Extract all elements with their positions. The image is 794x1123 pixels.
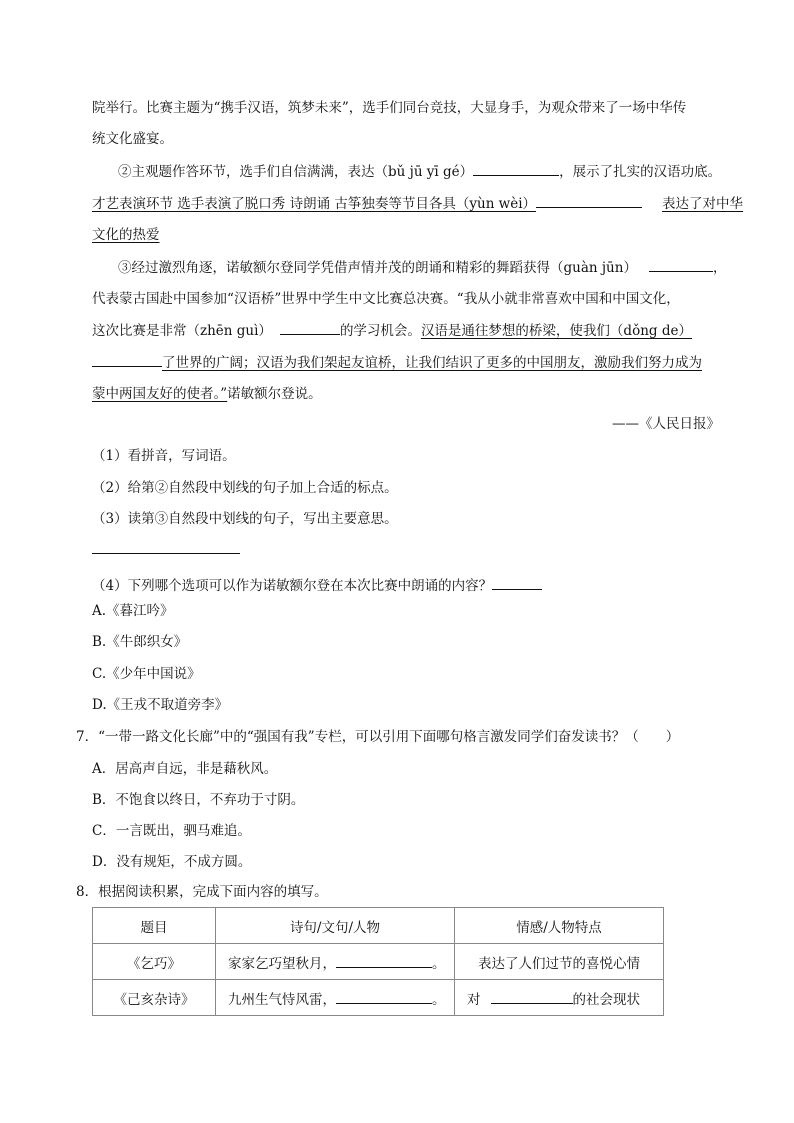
passage-text: ③经过激烈角逐，诺敏额尔登同学凭借声情并茂的朗诵和精彩的舞蹈获得（guàn jūn） (118, 260, 637, 276)
answer-blank[interactable] (473, 161, 559, 176)
cell-text: 。 (432, 991, 446, 1008)
table-cell (216, 980, 455, 1016)
answer-blank[interactable] (492, 575, 542, 590)
answer-blank[interactable] (280, 320, 340, 335)
table-cell (455, 980, 664, 1016)
passage-paragraph-2 (118, 161, 720, 182)
passage-text: 的学习机会。 (339, 323, 421, 339)
underlined-sentence (92, 193, 744, 214)
q7-stem: 7．“一带一路文化长廊”中的“强国有我”专栏，可以引用下面哪句格言激发同学们奋发读书？（ ） (76, 729, 680, 745)
underlined-sentence-cont (92, 352, 720, 373)
q6-sub1: （1）看拼音，写词语。 (92, 448, 236, 464)
cell-text: 的社会现状 (572, 991, 640, 1008)
answer-blank[interactable] (92, 352, 162, 367)
q7-option-b: B．不饱食以终日，不弃功于寸阴。 (92, 792, 305, 808)
underlined-text: 汉语是通往梦想的桥梁，使我们（dǒng de） (420, 323, 692, 339)
q7-option-c: C．一言既出，驷马难追。 (92, 823, 251, 839)
passage-text: ，展示了扎实的汉语功底。 (559, 164, 722, 180)
q6-option-c: C.《少年中国说》 (92, 666, 201, 682)
table-header: 情感/人物特点 (455, 908, 664, 944)
q6-option-a: A.《暮江吟》 (92, 603, 174, 619)
table-header: 题目 (93, 908, 216, 944)
q6-option-b: B.《牛郎织女》 (92, 634, 188, 650)
table-cell: 《乞巧》 (93, 944, 216, 980)
underlined-text: 蒙中两国友好的使者。” (92, 386, 228, 402)
passage-line (92, 320, 720, 341)
table-cell (216, 944, 455, 980)
cell-text: 九州生气恃风雷， (228, 991, 336, 1008)
passage-text: ②主观题作答环节，选手们自信满满，表达（bǔ jū yī gé） (118, 164, 474, 180)
table-row (93, 944, 664, 980)
passage-line: 代表蒙古国赴中国参加“汉语桥”世界中学生中文比赛总决赛。“我从小就非常喜欢中国和中国文化， (92, 291, 680, 307)
passage-text: 诺敏额尔登说。 (227, 386, 322, 402)
question-text: （4）下列哪个选项可以作为诺敏额尔登在本次比赛中朗诵的内容？ (92, 578, 493, 594)
answer-blank[interactable] (536, 193, 642, 208)
q7-option-a: A．居高声自远，非是藉秋风。 (92, 761, 278, 777)
passage-line: 院举行。比赛主题为“携手汉语，筑梦未来”，选手们同台竞技，大显身手，为观众带来了一场中华传 (92, 100, 687, 116)
cell-text: 家家乞巧望秋月， (228, 955, 336, 972)
table-header-row (93, 908, 664, 944)
q6-option-d: D.《王戎不取道旁李》 (92, 697, 229, 713)
cell-text: 对 (467, 991, 481, 1008)
q6-sub4 (92, 575, 720, 596)
underlined-text: 表达了对中华 (662, 196, 744, 212)
source-citation: ——《人民日报》 (612, 416, 720, 432)
table-header: 诗句/文句/人物 (216, 908, 455, 944)
passage-text: ， (712, 260, 727, 276)
q8-table (92, 907, 664, 1016)
underlined-sentence-cont (92, 225, 720, 245)
passage-line (92, 384, 720, 404)
underlined-text: 了世界的广阔；汉语为我们架起友谊桥，让我们结识了更多的中国朋友，激励我们努力成为 (162, 355, 702, 371)
q6-sub3: （3）读第③自然段中划线的句子，写出主要意思。 (92, 511, 398, 527)
q8-stem: 8．根据阅读积累，完成下面内容的填写。 (76, 884, 328, 900)
table-row (93, 980, 664, 1016)
answer-blank[interactable] (649, 257, 713, 272)
table-cell: 《己亥杂诗》 (93, 980, 216, 1016)
passage-text: 这次比赛是非常（zhēn guì） (92, 323, 272, 339)
answer-blank[interactable] (336, 989, 432, 1004)
table-cell: 表达了人们过节的喜悦心情 (455, 944, 664, 980)
passage-paragraph-3 (118, 257, 727, 278)
q7-option-d: D．没有规矩，不成方圆。 (92, 854, 252, 870)
underlined-text: 才艺表演环节 选手表演了脱口秀 诗朗诵 古筝独奏等节目各具（yùn wèi） (92, 196, 537, 212)
answer-blank[interactable] (336, 953, 432, 968)
cell-text: 。 (432, 955, 446, 972)
q6-sub2: （2）给第②自然段中划线的句子加上合适的标点。 (92, 480, 398, 496)
answer-line[interactable] (92, 553, 240, 554)
passage-line: 统文化盛宴。 (92, 131, 173, 147)
underlined-text: 文化的热爱 (92, 227, 160, 243)
answer-blank[interactable] (491, 989, 573, 1004)
